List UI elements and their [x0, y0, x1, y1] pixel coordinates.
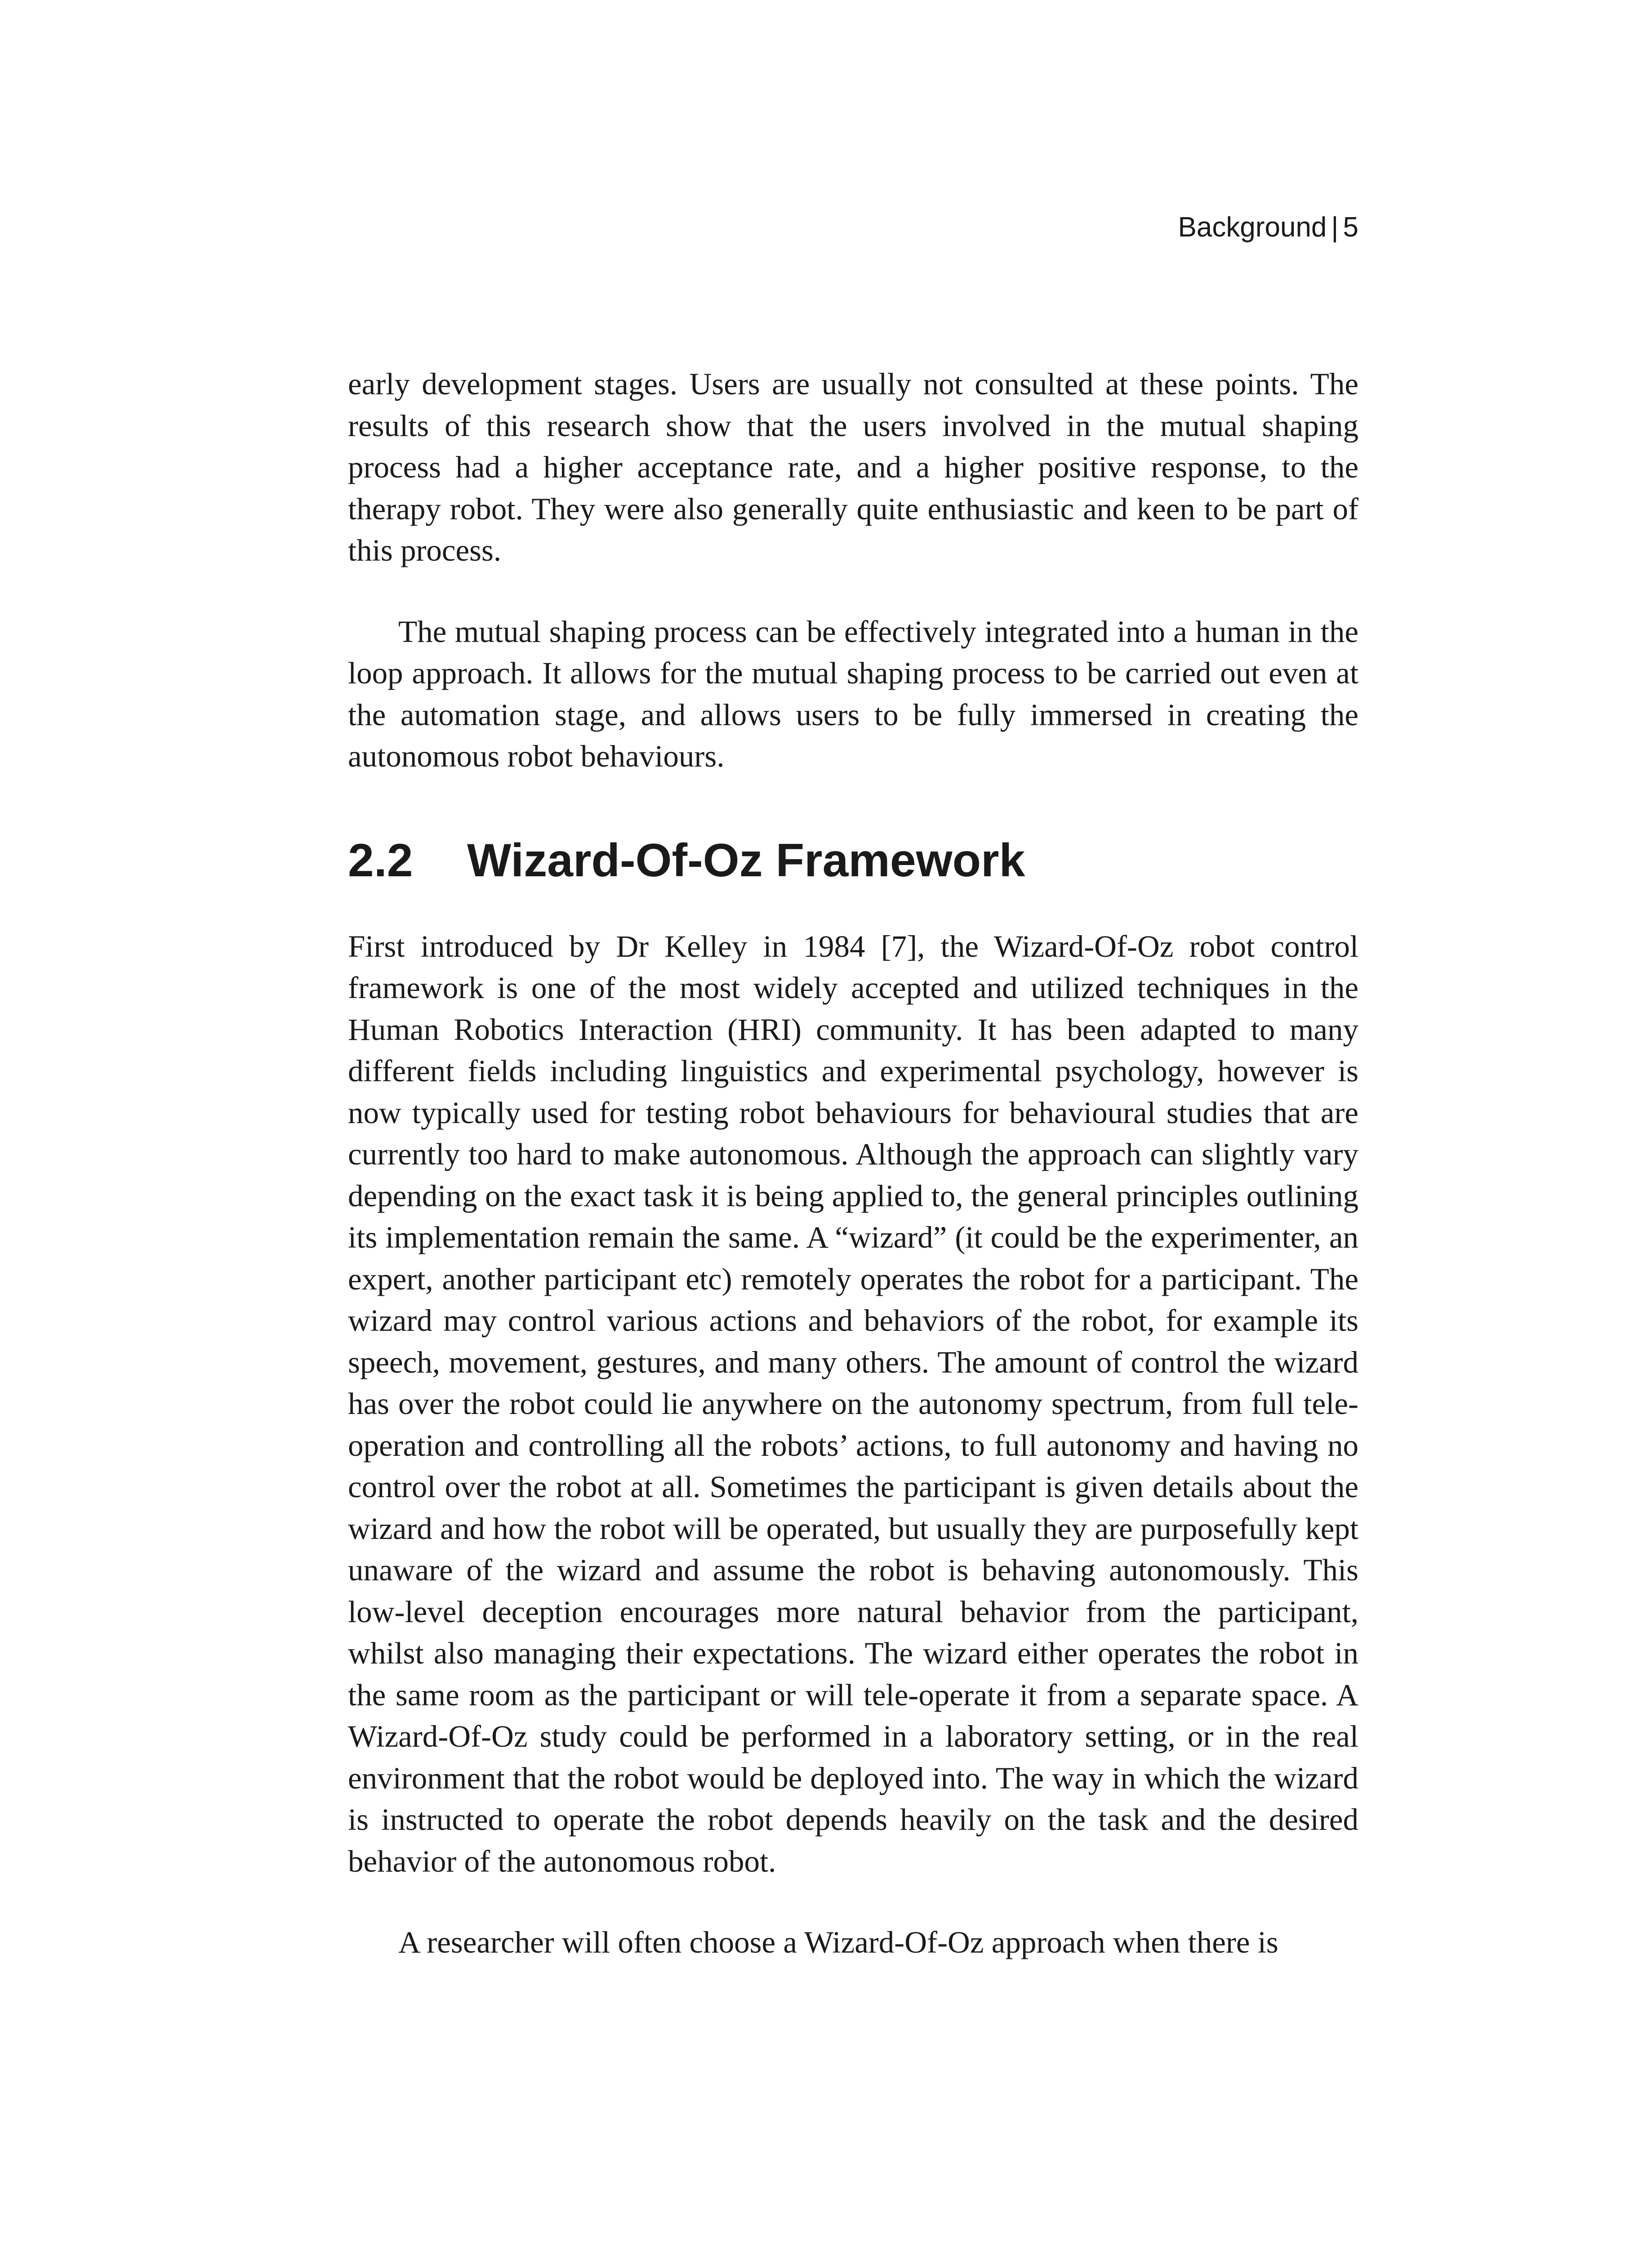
running-header-section: Background [1178, 212, 1327, 243]
section-title: Wizard-Of-Oz Framework [467, 834, 1025, 887]
running-header [1178, 210, 1358, 245]
page-content [348, 363, 1358, 1963]
section-number: 2.2 [348, 834, 413, 887]
paragraph-mutual-shaping: The mutual shaping process can be effectively integrated into a human in the loop approach. It allows for the mutual shaping process to be carried out even at the automation stage, and allows users to be fully immersed in creating the autonomous robot behaviours. [348, 614, 1358, 773]
section-heading [348, 831, 1358, 890]
page-number: 5 [1343, 212, 1358, 243]
paragraph-wizard-of-oz: First introduced by Dr Kelley in 1984 [7], the Wizard-Of-Oz robot control framework is one of the most widely accepted and utilized techniques in the Human Robotics Interaction (HRI) community. It has been adapted to many different fields including linguistics and experimental psychology, however is now typically used for testing robot behaviours for behavioural studies that are currently too hard to make autonomous. Although the approach can slightly vary depending on the exact task it is being applied to, the general principles outlining its implementation remain the same. A “wizard” (it could be the experimenter, an expert, another participant etc) remotely operates the robot for a participant. The wizard may control various actions and behaviors of the robot, for example its speech, movement, gestures, and many others. The amount of control the wizard has over the robot could lie anywhere on the autonomy spectrum, from full tele-operation and controlling all the robots’ actions, to full autonomy and having no control over the robot at all. Sometimes the participant is given details about the wizard and how the robot will be operated, but usually they are purposefully kept unaware of the wizard and assume the robot is behaving autonomously. This low-level deception encourages more natural behavior from the participant, whilst also managing their expectations. The wizard either operates the robot in the same room as the participant or will tele-operate it from a separate space. A Wizard-Of-Oz study could be performed in a laboratory setting, or in the real environment that the robot would be deployed into. The way in which the wizard is instructed to operate the robot depends heavily on the task and the desired behavior of the autonomous robot. [348, 929, 1358, 1878]
paragraph-researcher: A researcher will often choose a Wizard-Of-Oz approach when there is [398, 1925, 1278, 1959]
running-header-separator: | [1331, 212, 1339, 243]
paragraph-continuation: early development stages. Users are usually not consulted at these points. The results of this research show that the users involved in the mutual shaping process had a higher acceptance rate, and a higher positive response, to the therapy robot. They were also generally quite enthusiastic and keen to be part of this process. [348, 367, 1358, 567]
